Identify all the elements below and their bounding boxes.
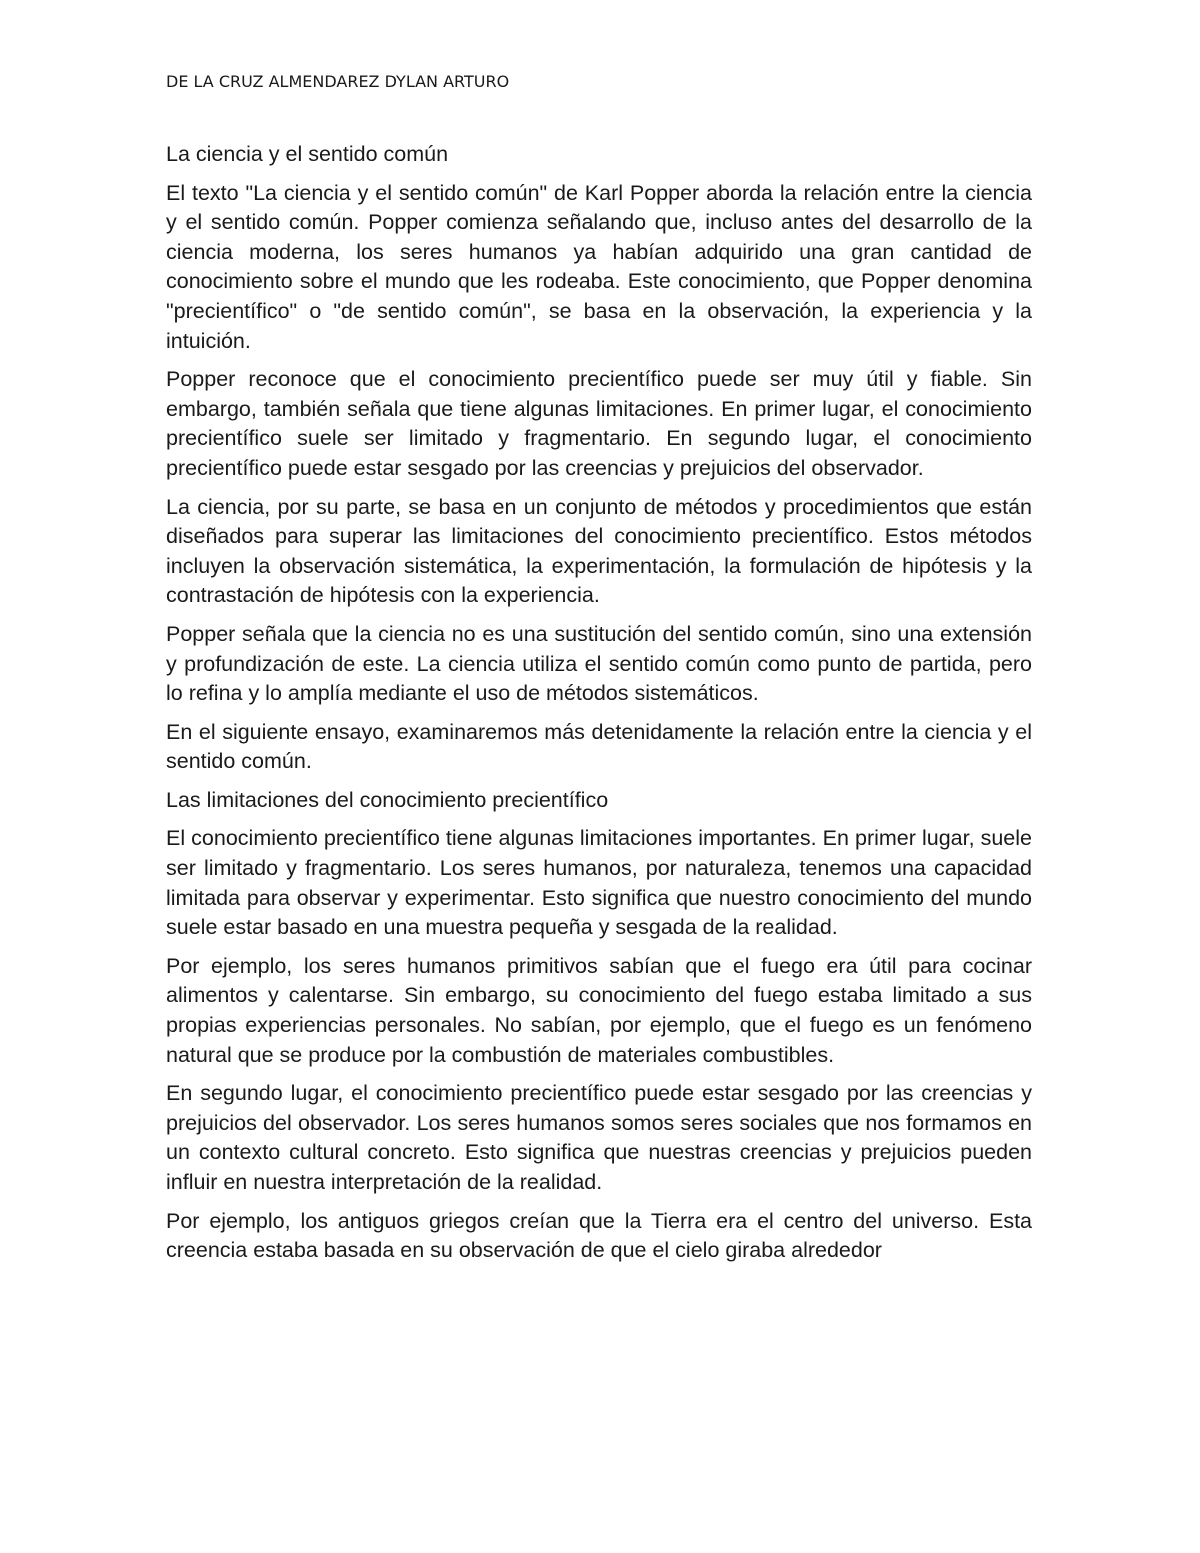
paragraph: La ciencia, por su parte, se basa en un conjunto de métodos y procedimientos que están diseñados para superar las limitaciones del conocimiento precientífico. Estos métodos incluyen la observación sistemática, la experimentación, la formulación de hipótesis y la contrastación de hipótesis con la experiencia. <box>166 494 1032 608</box>
section-heading: Las limitaciones del conocimiento precientífico <box>166 787 609 812</box>
paragraph: El conocimiento precientífico tiene algunas limitaciones importantes. En primer lugar, suele ser limitado y fragmentario. Los seres humanos, por naturaleza, tenemos una capacidad limitada para observar y experimentar. Esto significa que nuestro conocimiento del mundo suele estar basado en una muestra pequeña y sesgada de la realidad. <box>166 826 1032 940</box>
paragraph: Popper señala que la ciencia no es una sustitución del sentido común, sino una extensión y profundización de este. La ciencia utiliza el sentido común como punto de partida, pero lo refina y lo amplía mediante el uso de métodos sistemáticos. <box>166 621 1032 706</box>
paragraph: Por ejemplo, los antiguos griegos creían que la Tierra era el centro del universo. Esta creencia estaba basada en su observación de que el cielo giraba alrededor <box>166 1208 1032 1263</box>
paragraph: En segundo lugar, el conocimiento precientífico puede estar sesgado por las creencias y prejuicios del observador. Los seres humanos somos seres sociales que nos formamos en un contexto cultural concreto. Esto significa que nuestras creencias y prejuicios pueden influir en nuestra interpretación de la realidad. <box>166 1081 1032 1194</box>
document-title: La ciencia y el sentido común <box>166 142 449 166</box>
author-header: DE LA CRUZ ALMENDAREZ DYLAN ARTURO <box>166 72 510 91</box>
paragraph: Por ejemplo, los seres humanos primitivos sabían que el fuego era útil para cocinar alimentos y calentarse. Sin embargo, su conocimiento del fuego estaba limitado a sus propias experiencias personales. No sabían, por ejemplo, que el fuego es un fenómeno natural que se produce por la combustión de materiales combustibles. <box>166 953 1032 1067</box>
document-body <box>166 140 1032 1275</box>
paragraph: Popper reconoce que el conocimiento precientífico puede ser muy útil y fiable. Sin embargo, también señala que tiene algunas limitaciones. En primer lugar, el conocimiento precientífico suele ser limitado y fragmentario. En segundo lugar, el conocimiento precientífico puede estar sesgado por las creencias y prejuicios del observador. <box>166 367 1032 480</box>
paragraph: El texto "La ciencia y el sentido común" de Karl Popper aborda la relación entre la ciencia y el sentido común. Popper comienza señalando que, incluso antes del desarrollo de la ciencia moderna, los seres humanos ya habían adquirido una gran cantidad de conocimiento sobre el mundo que les rodeaba. Este conocimiento, que Popper denomina "precientífico" o "de sentido común", se basa en la observación, la experiencia y la intuición. <box>166 180 1032 353</box>
paragraph: En el siguiente ensayo, examinaremos más detenidamente la relación entre la ciencia y el sentido común. <box>166 719 1032 774</box>
